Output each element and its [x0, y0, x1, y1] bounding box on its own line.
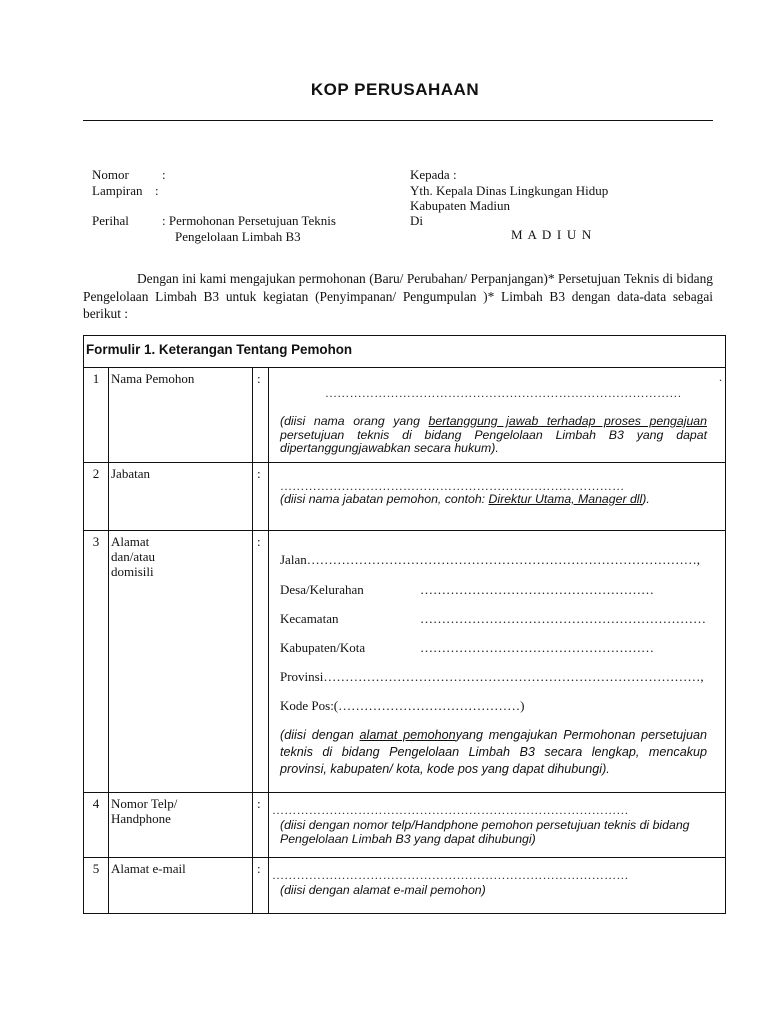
jabatan-field[interactable] — [269, 463, 726, 531]
jalan-input[interactable]: Jalan………………………………………………………………………………, — [280, 552, 700, 567]
nama-pemohon-field[interactable] — [269, 368, 726, 463]
email-dots[interactable]: …………………………………………………………………………… — [272, 868, 629, 882]
page-title: KOP PERUSAHAAN — [310, 80, 480, 99]
row-colon: : — [253, 463, 269, 531]
row-number: 3 — [84, 531, 109, 793]
nama-pemohon-trail: . — [719, 370, 722, 384]
jabatan-dots[interactable]: ………………………………………………………………………… — [280, 479, 625, 493]
kecamatan-label: Kecamatan — [280, 611, 339, 626]
alamat-label: Alamat dan/atau domisili — [109, 531, 253, 793]
perihal-line1: : Permohonan Persetujuan Teknis — [162, 213, 336, 228]
row-number: 2 — [84, 463, 109, 531]
form-row-alamat — [84, 531, 726, 793]
desa-input[interactable]: ……………………………………………… — [420, 582, 654, 597]
recipient-line2: Kabupaten Madiun — [410, 198, 511, 213]
row-number: 5 — [84, 858, 109, 914]
lampiran-label: Lampiran — [92, 183, 143, 198]
kabupaten-label: Kabupaten/Kota — [280, 640, 366, 655]
email-label: Alamat e-mail — [109, 858, 253, 914]
header-divider — [83, 120, 713, 121]
city-name: M A D I U N — [511, 227, 593, 242]
intro-paragraph: Dengan ini kami mengajukan permohonan (Baru/ Perubahan/ Perpanjangan)* Persetujuan Teknis di bidang Pengelolaan Limbah B3 untuk kegiatan (Penyimpanan/ Pengumpulan )* Limbah B3 dengan data-data sebagai berikut : — [83, 271, 713, 321]
row-colon: : — [253, 793, 269, 858]
provinsi-input[interactable]: Provinsi……………………………………………………………………………, — [280, 669, 704, 684]
email-field[interactable] — [269, 858, 726, 914]
kecamatan-input[interactable]: ………………………………………………………… — [420, 611, 706, 626]
jabatan-label: Jabatan — [109, 463, 253, 531]
desa-label: Desa/Kelurahan — [280, 582, 364, 597]
applicant-form-table — [83, 335, 726, 914]
telp-dots[interactable]: …………………………………………………………………………… — [272, 803, 629, 817]
telp-label: Nomor Telp/ Handphone — [109, 793, 253, 858]
form-row-telp — [84, 793, 726, 858]
row-number: 1 — [84, 368, 109, 463]
alamat-note: (diisi dengan alamat pemohonyang mengajukan Permohonan persetujuan teknis di bidang Pengelolaan Limbah B3 secara lengkap, mencakup provinsi, kabupaten/ kota, kode pos yang dapat dihubungi). — [280, 728, 707, 776]
nama-pemohon-note: (diisi nama orang yang bertanggung jawab terhadap proses pengajuan persetujuan teknis di bidang Pengelolaan Limbah B3 yang dapat dipertanggungjawabkan secara hukum). — [280, 414, 707, 455]
lampiran-colon: : — [155, 183, 159, 198]
form-row-jabatan — [84, 463, 726, 531]
nomor-label: Nomor — [92, 167, 129, 182]
email-note: (diisi dengan alamat e-mail pemohon) — [280, 883, 486, 897]
nama-pemohon-label: Nama Pemohon — [109, 368, 253, 463]
row-number: 4 — [84, 793, 109, 858]
recipient-line1: Yth. Kepala Dinas Lingkungan Hidup — [410, 183, 609, 198]
perihal-line2: Pengelolaan Limbah B3 — [175, 229, 301, 244]
alamat-field[interactable] — [269, 531, 726, 793]
row-colon: : — [253, 368, 269, 463]
jabatan-note: (diisi nama jabatan pemohon, contoh: Direktur Utama, Manager dll). — [280, 492, 650, 506]
form-row-email — [84, 858, 726, 914]
nomor-colon: : — [162, 167, 166, 182]
perihal-label: Perihal — [92, 213, 129, 228]
telp-field[interactable] — [269, 793, 726, 858]
kodepos-input[interactable]: Kode Pos:(……………………………………) — [280, 698, 525, 713]
nama-pemohon-dots[interactable]: …………………………………………………………………………… — [325, 386, 682, 400]
kepada-label: Kepada : — [410, 167, 457, 182]
telp-note: (diisi dengan nomor telp/Handphone pemohon persetujuan teknis di bidang Pengelolaan Limbah B3 yang dapat dihubungi) — [280, 818, 690, 846]
form-title: Formulir 1. Keterangan Tentang Pemohon — [84, 336, 726, 368]
row-colon: : — [253, 531, 269, 793]
row-colon: : — [253, 858, 269, 914]
kabupaten-input[interactable]: ……………………………………………… — [420, 640, 654, 655]
form-row-nama — [84, 368, 726, 463]
di-label: Di — [410, 213, 423, 228]
